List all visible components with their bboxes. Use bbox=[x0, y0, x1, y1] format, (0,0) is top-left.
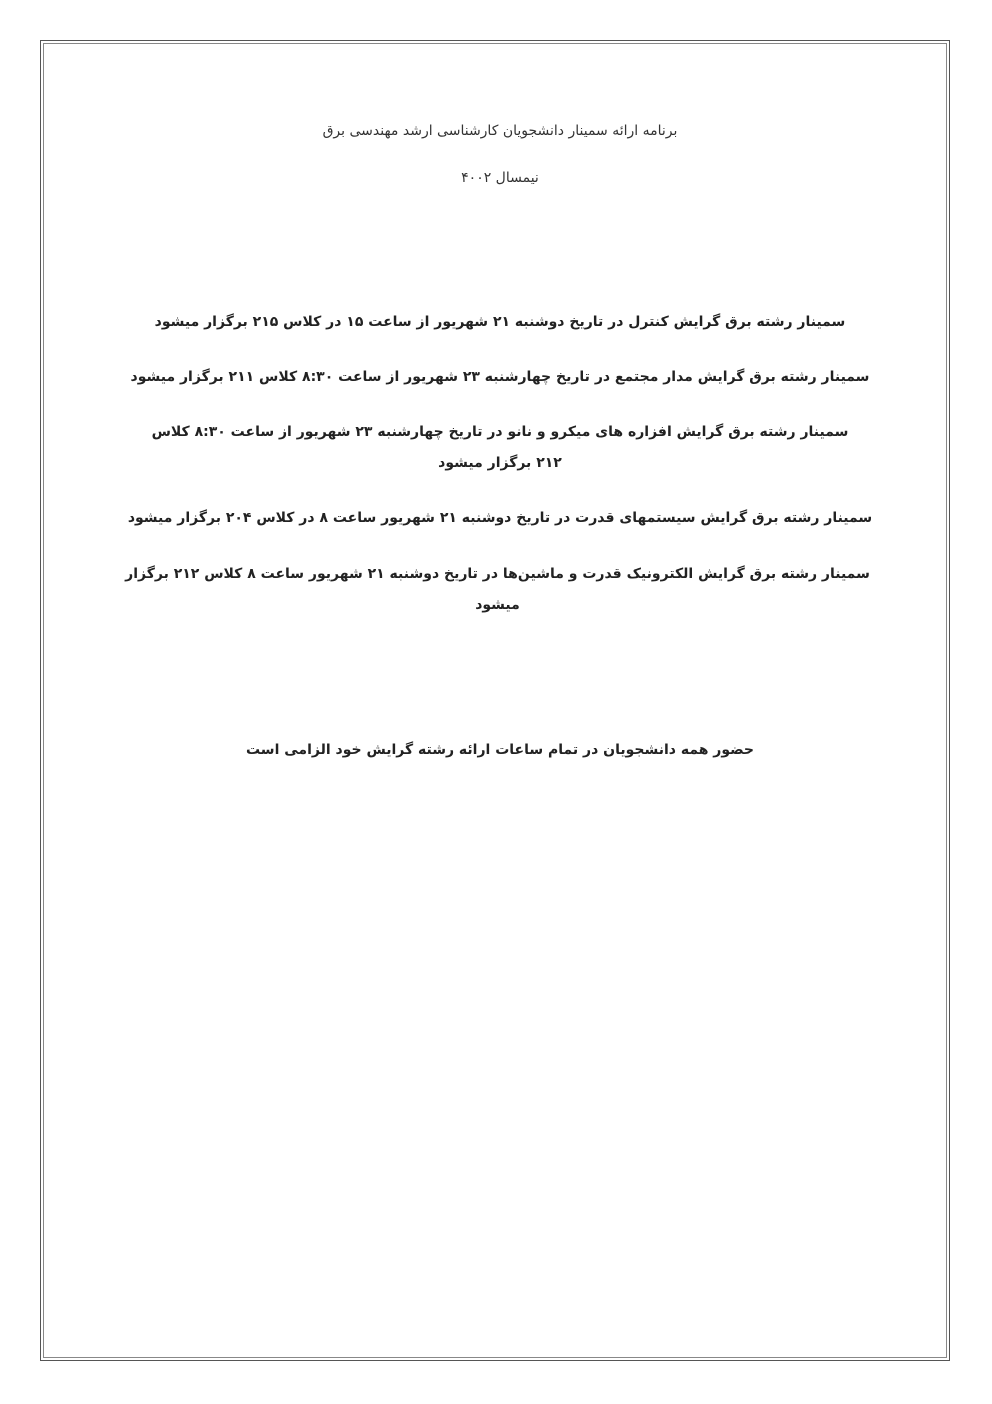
seminar-control: سمینار رشته برق گرایش کنترل در تاریخ دوشنبه ۲۱ شهریور از ساعت ۱۵ در کلاس ۲۱۵ برگزار میشود bbox=[154, 314, 846, 330]
semester-label: نیمسال ۴۰۰۲ bbox=[461, 170, 539, 186]
seminar-power-electronics: سمینار رشته برق گرایش الکترونیک قدرت و ماشین‌ها در تاریخ دوشنبه ۲۱ شهریور ساعت ۸ کلاس ۲۱۲ برگزار میشود bbox=[125, 566, 870, 613]
attendance-notice: حضور همه دانشجویان در تمام ساعات ارائه رشته گرایش خود الزامی است bbox=[245, 742, 755, 758]
document-title: برنامه ارائه سمینار دانشجویان کارشناسی ارشد مهندسی برق bbox=[322, 123, 678, 139]
seminar-power-systems: سمینار رشته برق گرایش سیستمهای قدرت در تاریخ دوشنبه ۲۱ شهریور ساعت ۸ در کلاس ۲۰۴ برگزار میشود bbox=[127, 510, 873, 526]
seminar-integrated-circuits: سمینار رشته برق گرایش مدار مجتمع در تاریخ چهارشنبه ۲۳ شهریور از ساعت ۸:۳۰ کلاس ۲۱۱ برگزار میشود bbox=[130, 369, 870, 385]
page-border-inner bbox=[43, 43, 947, 1358]
seminar-micro-nano-devices: سمینار رشته برق گرایش افزاره های میکرو و نانو در تاریخ چهارشنبه ۲۳ شهریور از ساعت ۸:۳۰ کلاس ۲۱۲ برگزار میشود bbox=[151, 424, 849, 471]
